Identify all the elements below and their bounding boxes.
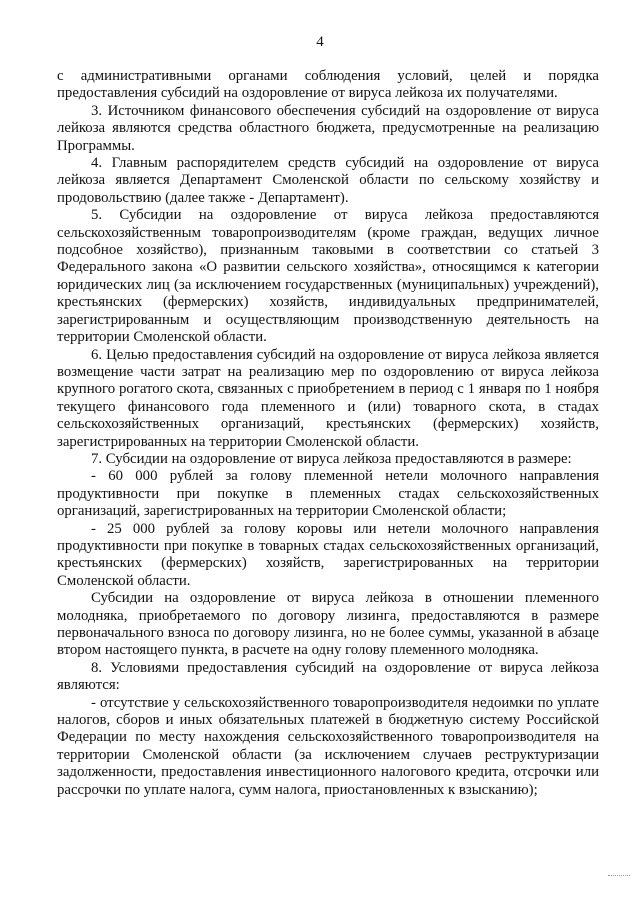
paragraph-3: 3. Источником финансового обеспечения субсидий на оздоровление от вируса лейкоза являются средства областного бюджета, предусмотренные на реализацию Программы. — [57, 102, 599, 154]
page-number: 4 — [316, 34, 324, 50]
document-body — [57, 68, 599, 799]
paragraph-8: 8. Условиями предоставления субсидий на оздоровление от вируса лейкоза являются: — [57, 659, 599, 694]
paragraph-5: 5. Субсидии на оздоровление от вируса лейкоза предоставляются сельскохозяйственным товаропроизводителям (кроме граждан, ведущих личное подсобное хозяйство), признанным таковыми в соответствии со статьей 3 Федерального закона «О развитии сельского хозяйства», относящимся к категории юридических лиц (за исключением государственных (муниципальных) учреждений), крестьянских (фермерских) хозяйств, индивидуальных предпринимателей, зарегистрированным и осуществляющим производственную деятельность на территории Смоленской области. — [57, 207, 599, 346]
paragraph-4: 4. Главным распорядителем средств субсидий на оздоровление от вируса лейкоза является Департамент Смоленской области по сельскому хозяйству и продовольствию (далее также - Департамент). — [57, 155, 599, 206]
paragraph-7-leasing: Субсидии на оздоровление от вируса лейкоза в отношении племенного молодняка, приобретаемого по договору лизинга, предоставляются в размере первоначального взноса по договору лизинга, но не более суммы, указанной в абзаце втором настоящего пункта, в расчете на одну голову племенного молодняка. — [57, 590, 599, 659]
paragraph-6: 6. Целью предоставления субсидий на оздоровление от вируса лейкоза является возмещение части затрат на реализацию мер по оздоровлению от вируса лейкоза крупного рогатого скота, связанных с приобретением в период с 1 января по 1 ноября текущего финансового года племенного и (или) товарного скота, в стадах сельскохозяйственных организаций, крестьянских (фермерских) хозяйств, зарегистрированных на территории Смоленской области. — [57, 346, 599, 450]
paragraph-8-item-1: - отсутствие у сельскохозяйственного товаропроизводителя недоимки по уплате налогов, сборов и иных обязательных платежей в бюджетную систему Российской Федерации по месту нахождения сельскохозяйственного товаропроизводителя на территории Смоленской области (за исключением случаев реструктуризации задолженности, предоставления инвестиционного налогового кредита, отсрочки или рассрочки по уплате налога, сумм налога, приостановленных к взысканию); — [57, 694, 599, 798]
paragraph-7: 7. Субсидии на оздоровление от вируса лейкоза предоставляются в размере: — [91, 450, 572, 467]
scan-mark — [608, 875, 630, 878]
paragraph-7-item-2: - 25 000 рублей за голову коровы или нетели молочного направления продуктивности при покупке в товарных стадах сельскохозяйственных организаций, крестьянских (фермерских) хозяйств, зарегистрированных на территории Смоленской области. — [57, 520, 599, 589]
paragraph-7-item-1: - 60 000 рублей за голову племенной нетели молочного направления продуктивности при покупке в племенных стадах сельскохозяйственных организаций, зарегистрированных на территории Смоленской области; — [57, 468, 599, 520]
paragraph-continuation: с административными органами соблюдения условий, целей и порядка предоставления субсидий на оздоровление от вируса лейкоза их получателями. — [57, 68, 599, 102]
